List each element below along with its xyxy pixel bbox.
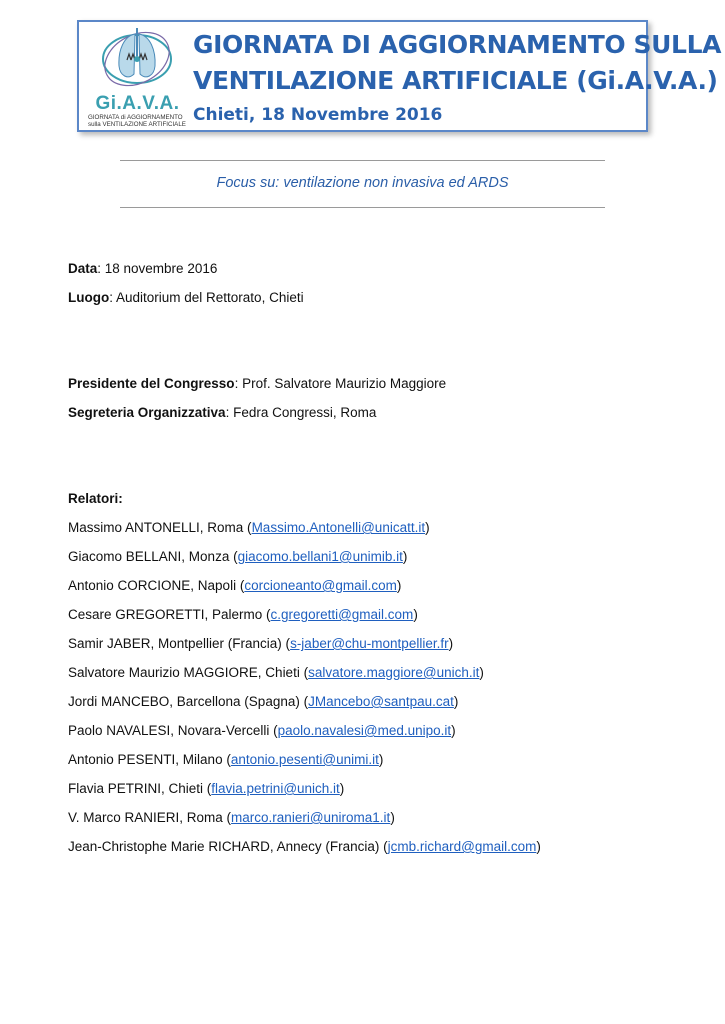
data-label: Data <box>68 261 98 276</box>
relatore-email-link[interactable]: flavia.petrini@unich.it <box>211 781 340 796</box>
presidente-label: Presidente del Congresso <box>68 376 235 391</box>
relatore-name: Jean-Christophe Marie RICHARD, Annecy (Francia) ( <box>68 839 388 854</box>
relatore-name: Flavia PETRINI, Chieti ( <box>68 781 212 796</box>
relatore-name: Cesare GREGORETTI, Palermo ( <box>68 607 271 622</box>
relatore-row <box>68 665 484 680</box>
relatore-row <box>68 578 401 593</box>
relatore-row <box>68 636 453 651</box>
relatore-name: Massimo ANTONELLI, Roma ( <box>68 520 252 535</box>
relatore-email-link[interactable]: marco.ranieri@uniroma1.it <box>231 810 391 825</box>
data-value: : 18 novembre 2016 <box>97 261 218 276</box>
relatore-email-link[interactable]: Massimo.Antonelli@unicatt.it <box>251 520 426 535</box>
presidente-row <box>68 376 446 391</box>
giava-logo <box>86 26 189 132</box>
relatore-email-link[interactable]: JMancebo@santpau.cat <box>308 694 454 709</box>
relatore-email-link[interactable]: paolo.navalesi@med.unipo.it <box>277 723 452 738</box>
lungs-logo-icon <box>94 26 180 92</box>
presidente-value: : Prof. Salvatore Maurizio Maggiore <box>234 376 447 391</box>
segreteria-value: : Fedra Congressi, Roma <box>225 405 377 420</box>
relatore-name: V. Marco RANIERI, Roma ( <box>68 810 232 825</box>
luogo-label: Luogo <box>68 290 110 305</box>
divider-bottom <box>120 207 605 208</box>
relatore-name: Jordi MANCEBO, Barcellona (Spagna) ( <box>68 694 309 709</box>
relatore-row <box>68 549 407 564</box>
relatore-name: Paolo NAVALESI, Novara-Vercelli ( <box>68 723 278 738</box>
relatori-heading-text: Relatori: <box>68 491 123 506</box>
relatore-name: Giacomo BELLANI, Monza ( <box>68 549 238 564</box>
logo-name: Gi.A.V.A. <box>95 93 180 114</box>
segreteria-row <box>68 405 376 420</box>
relatore-row <box>68 781 344 796</box>
focus-subtitle: Focus su: ventilazione non invasiva ed ARDS <box>216 175 509 191</box>
relatore-name: Samir JABER, Montpellier (Francia) ( <box>68 636 291 651</box>
banner-title-line2: VENTILAZIONE ARTIFICIALE (Gi.A.V.A.) <box>193 66 718 95</box>
relatore-close: ) <box>536 839 541 854</box>
relatore-row <box>68 694 458 709</box>
relatore-close: ) <box>425 520 430 535</box>
logo-subtitle-line2: sulla VENTILAZIONE ARTIFICIALE <box>88 121 186 128</box>
relatore-email-link[interactable]: giacomo.bellani1@unimib.it <box>237 549 403 564</box>
relatore-close: ) <box>448 636 454 651</box>
relatore-close: ) <box>390 810 395 825</box>
relatore-row <box>68 810 395 825</box>
luogo-row <box>68 290 304 305</box>
relatore-row <box>68 723 456 738</box>
relatore-email-link[interactable]: c.gregoretti@gmail.com <box>270 607 414 622</box>
relatore-row <box>68 607 418 622</box>
relatore-email-link[interactable]: corcioneanto@gmail.com <box>244 578 397 593</box>
relatore-email-link[interactable]: salvatore.maggiore@unich.it <box>308 665 480 680</box>
relatore-name: Antonio PESENTI, Milano ( <box>68 752 231 767</box>
relatore-close: ) <box>479 665 484 680</box>
relatore-name: Salvatore Maurizio MAGGIORE, Chieti ( <box>68 665 309 680</box>
logo-subtitle-line1: GIORNATA di AGGIORNAMENTO <box>88 114 183 121</box>
relatore-email-link[interactable]: s-jaber@chu-montpellier.fr <box>290 636 449 651</box>
data-row <box>68 261 217 276</box>
divider-top <box>120 160 605 161</box>
relatore-close: ) <box>453 694 459 709</box>
relatore-close: ) <box>451 723 456 738</box>
header-banner <box>77 20 722 132</box>
relatore-close: ) <box>413 607 418 622</box>
relatore-email-link[interactable]: antonio.pesenti@unimi.it <box>230 752 379 767</box>
segreteria-label: Segreteria Organizzativa <box>68 405 226 420</box>
relatore-email-link[interactable]: jcmb.richard@gmail.com <box>387 839 537 854</box>
relatore-name: Antonio CORCIONE, Napoli ( <box>68 578 245 593</box>
relatore-row <box>68 520 430 535</box>
luogo-value: : Auditorium del Rettorato, Chieti <box>109 290 304 305</box>
relatori-heading <box>68 491 123 506</box>
relatore-close: ) <box>396 578 402 593</box>
banner-title-line1: GIORNATA DI AGGIORNAMENTO SULLA <box>193 30 722 59</box>
relatore-close: ) <box>378 752 384 767</box>
banner-date-line: Chieti, 18 Novembre 2016 <box>193 105 443 125</box>
relatore-row <box>68 839 541 854</box>
relatore-row <box>68 752 383 767</box>
relatore-close: ) <box>402 549 408 564</box>
logo-subtitle <box>88 114 191 128</box>
relatore-close: ) <box>339 781 345 796</box>
